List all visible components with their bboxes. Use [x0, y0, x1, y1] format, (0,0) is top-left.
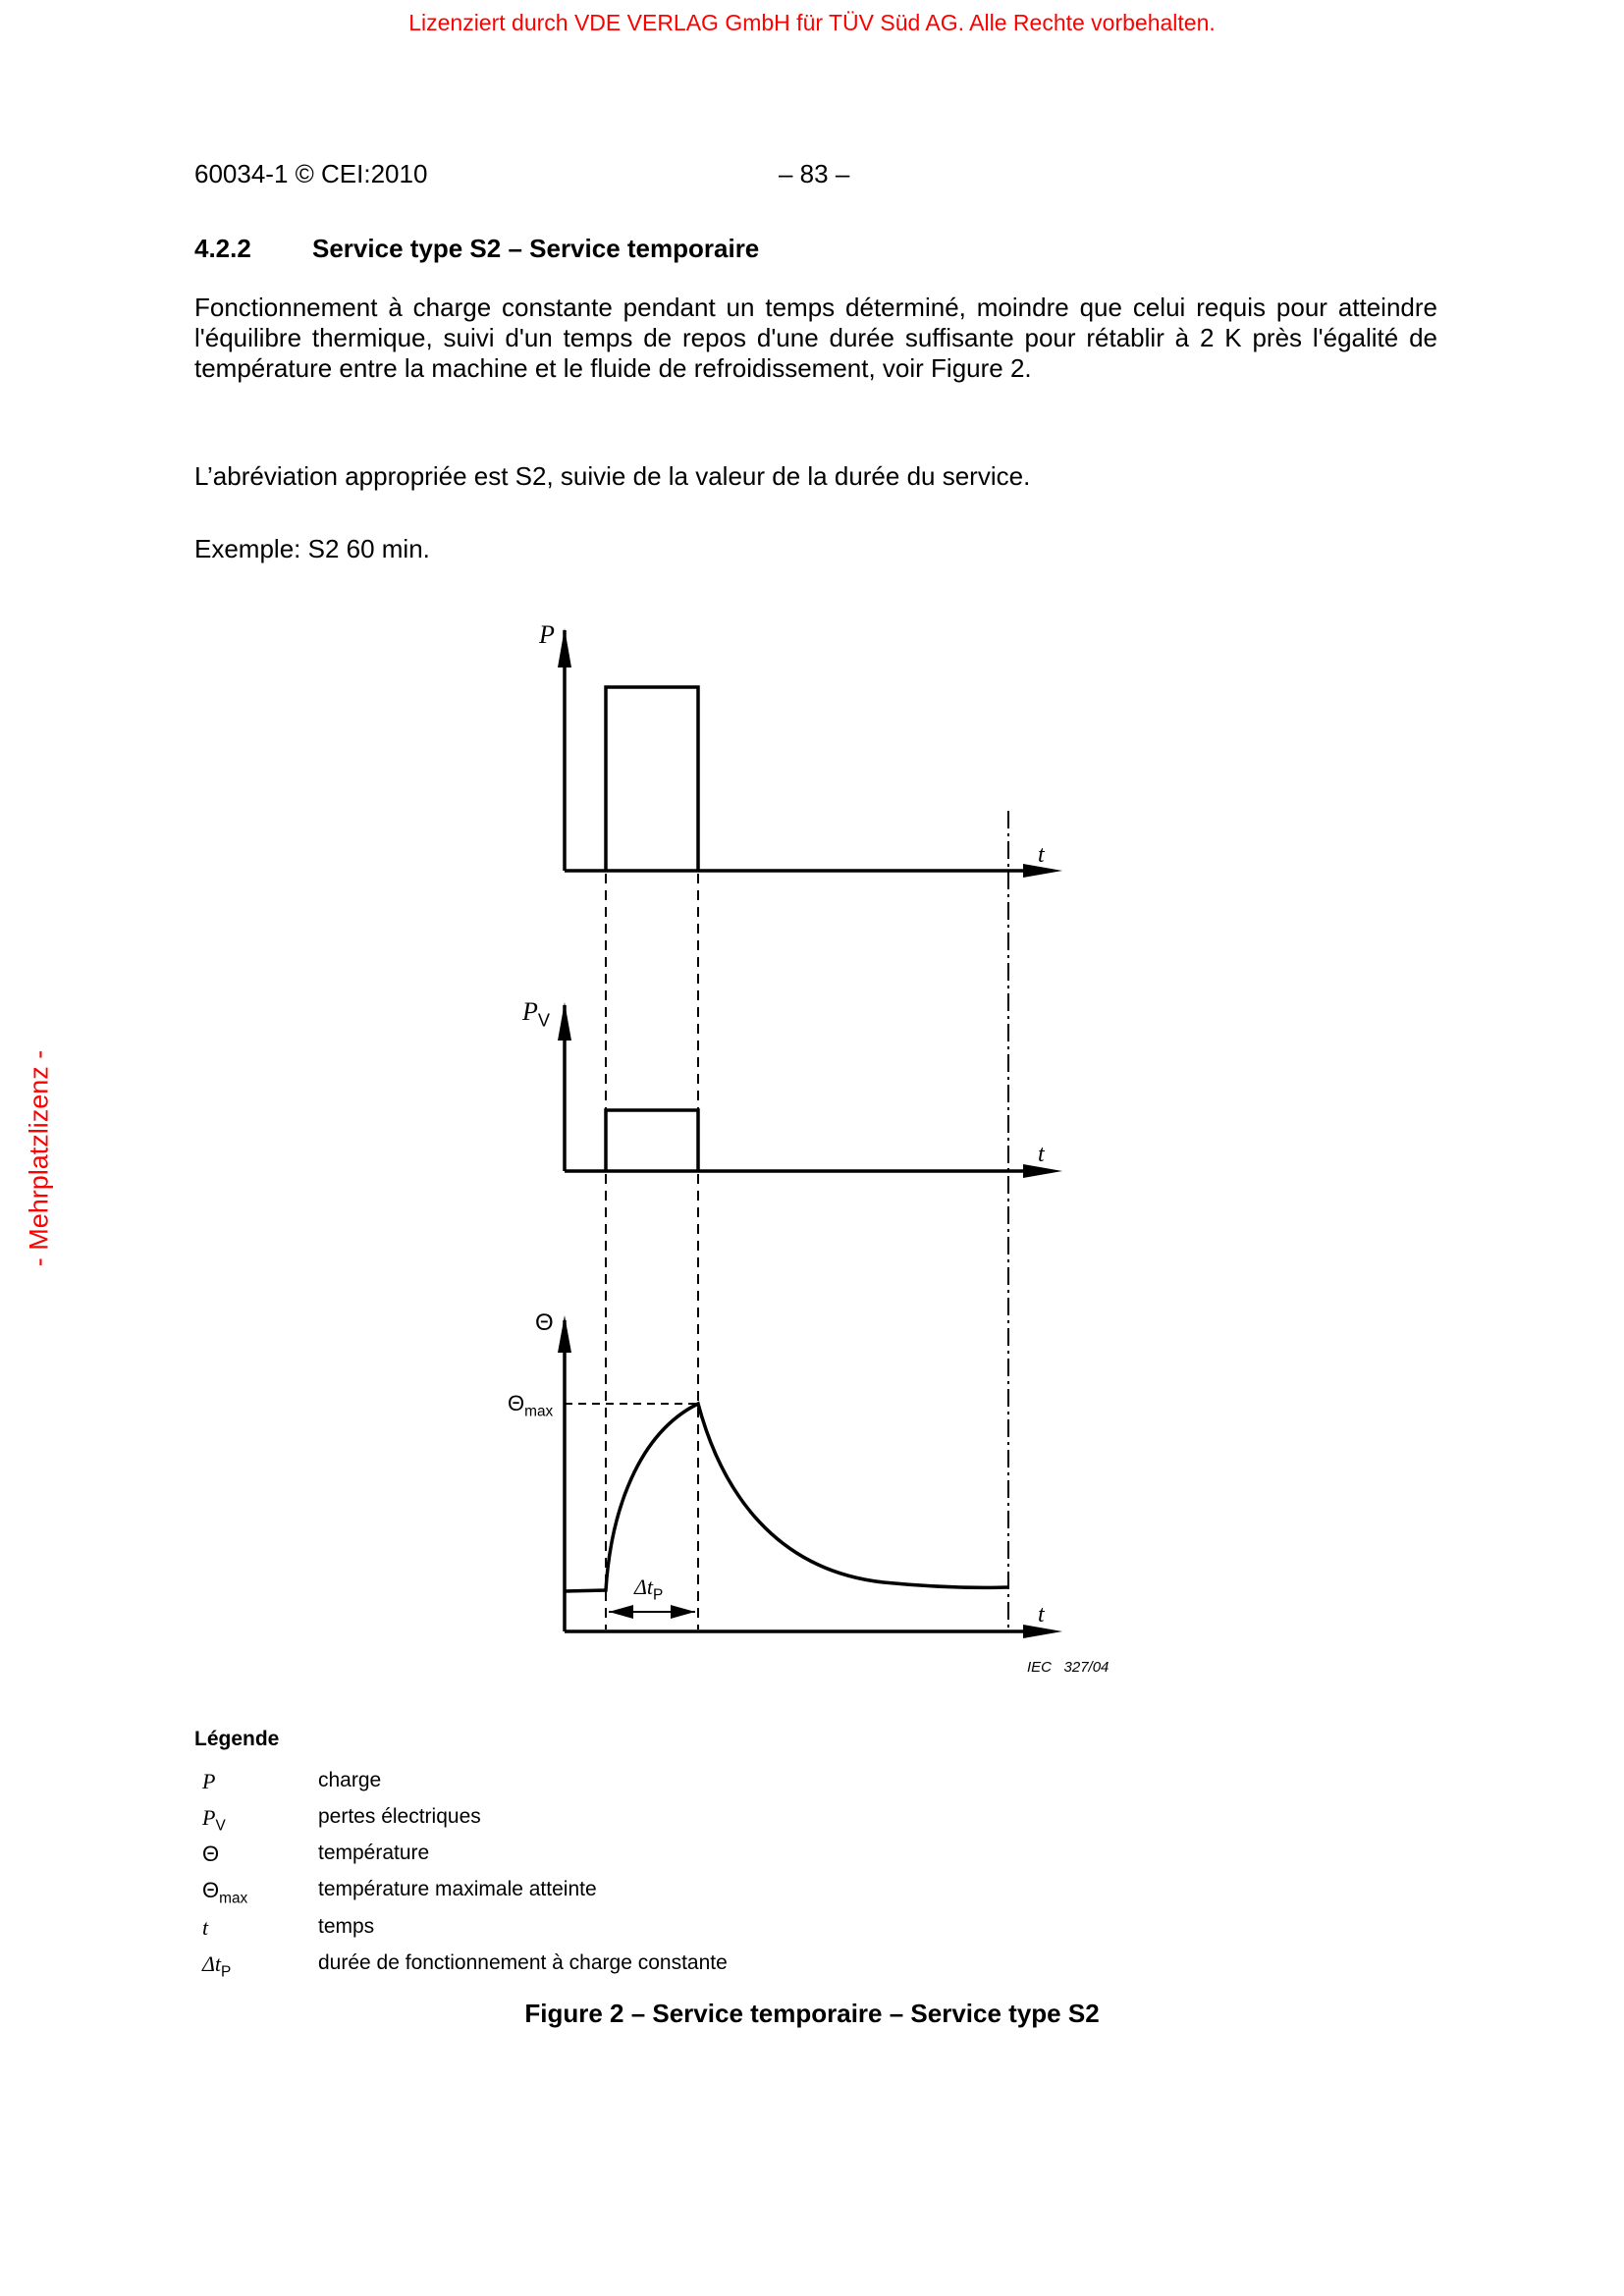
legend-symbol: Θ [202, 1842, 220, 1866]
legend-symbol: $\Delta t_P$ [202, 1951, 232, 1981]
legend-description: température maximale atteinte [318, 1878, 597, 1900]
delta-t-label [634, 1575, 663, 1604]
temperature-curve [565, 1404, 1008, 1591]
legend-description: charge [318, 1769, 382, 1791]
license-watermark-side-text: - Mehrplatzlizenz - [24, 1049, 54, 1267]
axis-label-pv [522, 997, 550, 1031]
delta-t-arrow-left [609, 1605, 633, 1619]
axis-label-t-2: t [1038, 1142, 1045, 1167]
panel-load [558, 628, 1062, 878]
body-paragraph-definition: Fonctionnement à charge constante pendant un temps déterminé, moindre que celui requis pour atteindre l'équilibre thermique, suivi d'un temps de repos d'une durée suffisante pour rétablir à 2 K près l'égalité de température entre la machine et le fluide de refroidissement, voir Figure 2. [194, 293, 1437, 383]
legend-symbol: t [202, 1915, 209, 1940]
section-number: 4.2.2 [194, 234, 251, 263]
axis-label-theta: Θ [535, 1309, 554, 1336]
y-axis-temperature-arrow [558, 1315, 571, 1353]
legend-symbol: $\Theta_{max}$ [202, 1878, 248, 1907]
axis-label-t-1: t [1038, 842, 1045, 868]
losses-pulse [606, 1110, 698, 1171]
y-axis-load-arrow [558, 628, 571, 667]
body-paragraph-abbreviation: L’abréviation appropriée est S2, suivie de la valeur de la durée du service. [194, 461, 1031, 491]
section-title: Service type S2 – Service temporaire [312, 234, 760, 263]
axis-label-pv-sub: V [537, 1010, 551, 1031]
delta-t-sub: P [653, 1586, 664, 1604]
delta-t-main: Δt [634, 1575, 654, 1599]
iec-reference: IEC 327/04 [1027, 1659, 1110, 1676]
y-axis-losses-arrow [558, 1002, 571, 1041]
document-id: 60034-1 © CEI:2010 [194, 159, 428, 188]
legend-title: Légende [194, 1728, 280, 1750]
legend-description: température [318, 1842, 430, 1864]
axis-label-p: P [539, 620, 555, 649]
theta-max-main: Θ [508, 1391, 525, 1415]
legend-symbol: P [202, 1769, 216, 1793]
legend-description: pertes électriques [318, 1805, 481, 1828]
delta-t-arrow-right [671, 1605, 695, 1619]
page-number: – 83 – [779, 159, 850, 188]
legend-description: durée de fonctionnement à charge constante [318, 1951, 728, 1974]
axis-label-t-3: t [1038, 1602, 1045, 1628]
theta-max-sub: max [524, 1403, 554, 1420]
panel-losses [558, 1002, 1062, 1178]
load-pulse [606, 687, 698, 871]
body-paragraph-example: Exemple: S2 60 min. [194, 534, 430, 563]
figure-caption: Figure 2 – Service temporaire – Service type S2 [524, 1999, 1100, 2028]
legend-symbol: $P_V$ [202, 1805, 226, 1835]
axis-label-pv-main: P [522, 997, 538, 1026]
axis-label-theta-max [508, 1391, 553, 1420]
legend-description: temps [318, 1915, 375, 1938]
license-watermark-top: Lizenziert durch VDE VERLAG GmbH für TÜV Süd AG. Alle Rechte vorbehalten. [408, 10, 1216, 35]
